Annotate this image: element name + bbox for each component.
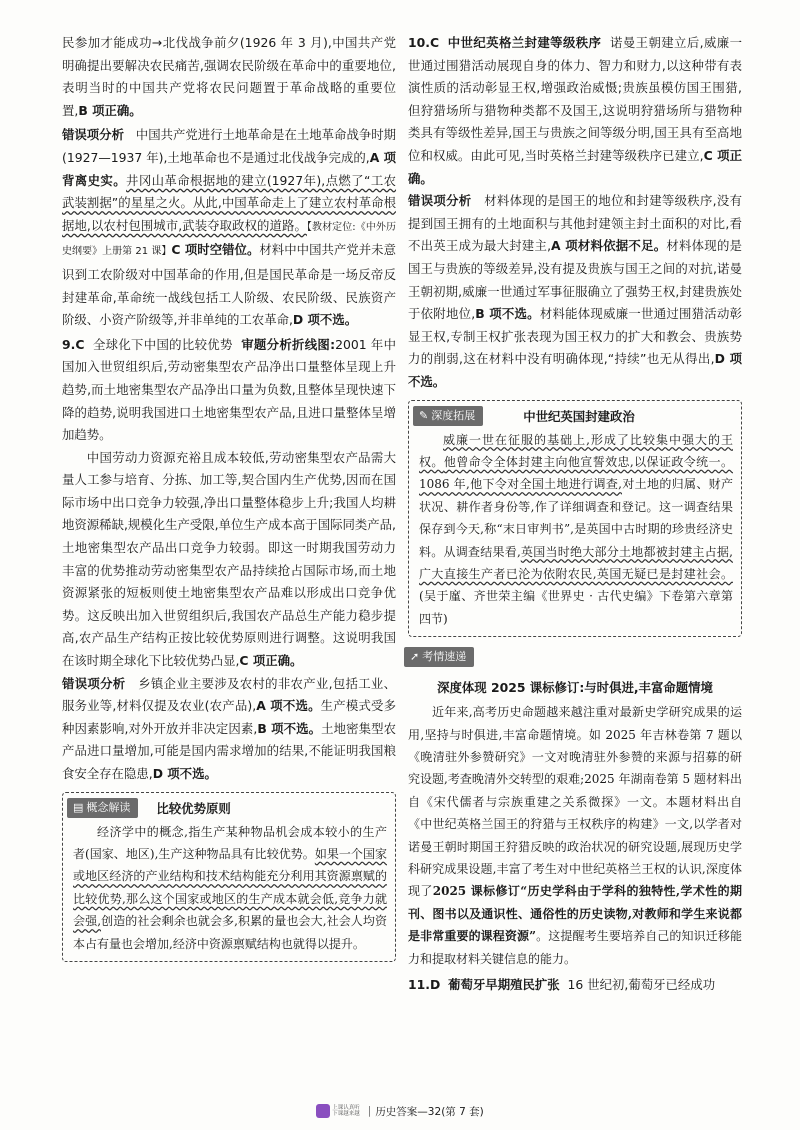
q8-answer: B 项正确。 — [78, 102, 142, 118]
exam-trend-header — [404, 647, 474, 667]
concept-definition: 经济学中的概念,指生产某种物品机会成本较小的生产者(国家、地区),生产这种物品具有比较优势。 — [73, 824, 387, 861]
concept-box — [62, 792, 396, 962]
error-analysis-label: 错误项分析 — [408, 193, 472, 209]
q10-answer: C 项正确。 — [408, 147, 742, 186]
q10-topic: 中世纪英格兰封建等级秩序 — [447, 35, 602, 50]
exam-trend-title: 深度体现 2025 课标修订:与时俱进,丰富命题情境 — [437, 680, 713, 696]
q11-text: 16 世纪初,葡萄牙已经成功 — [567, 977, 716, 993]
q9-error-a-text: 乡镇企业主要涉及农村的非农产业,包括工业、服务业等,材料仅提及农业(农产品), — [62, 675, 396, 714]
concept-box-title: 比较优势原则 — [156, 800, 231, 816]
extension-tag — [413, 406, 483, 426]
logo-icon — [316, 1104, 330, 1118]
logo-line-1: 上课认真听 — [332, 1105, 360, 1111]
extension-citation: (吴于廑、齐世荣主编《世界史 · 古代史编》下卷第六章第四节) — [419, 589, 733, 626]
footer-set-label: (第 7 套) — [441, 1105, 484, 1118]
extension-underline-2: 他曾命令全体封建主向他宣誓效忠,以保证政令统一。 — [443, 454, 733, 469]
error-analysis-label: 错误项分析 — [62, 675, 126, 691]
extension-box-header — [413, 405, 733, 427]
publisher-logo — [316, 1104, 360, 1118]
q10-error-b-verdict: B 项不选。 — [475, 306, 540, 322]
exam-trend-tag — [404, 647, 474, 667]
extension-box-title: 中世纪英国封建政治 — [523, 408, 635, 424]
concept-tag — [67, 798, 138, 818]
extension-box — [408, 400, 742, 638]
extension-box-text — [419, 429, 733, 631]
q10-error-d-text: 材料能体现威廉一世通过围猎活动彰显王权,专制王权扩张表现为国王权力的扩大和教会、贵族势力的削弱,这在材料中没有明确体现,“持续”也无从得出, — [408, 306, 742, 367]
q8-error-c-underlined: 井冈山革命根据地的建立(1927年),点燃了“工农武装割据”的星星之火。从此,中国革命走上了建立农村革命根据地,以农村包围城市,武装夺取政权的道路。 — [62, 172, 397, 233]
exam-trend-body: 近年来,高考历史命题越来越注重对最新史学研究成果的运用,坚持与时俱进,丰富命题情境。如 2025 年吉林卷第 7 题以《晚清驻外参赞研究》一文对晚清驻外参赞的来源与招募的研究设题,考查晚清外交转型的艰难;2025 年湖南卷第 5 题材料出自《宋代儒者与宗族重建之关系微探》一文。本题材料出自《中世纪英格兰国王的狩猎与王权秩序的构建》一文,以学者对诺曼王朝时期国王狩猎反映的政治状况的研究设题,展现历史学科研究成果设题,丰富了考生对中世纪英格兰王权的认识,深度体现了 — [408, 705, 742, 899]
q9-topic: 全球化下中国的比较优势 — [92, 336, 233, 352]
q9-error-a-verdict: A 项不选。 — [256, 698, 321, 714]
paragraph-q9 — [62, 334, 396, 447]
pen-icon: ✎ — [419, 408, 429, 422]
extension-underline-1: 威廉一世在征服的基础上,形成了比较集中强大的王权。 — [419, 432, 733, 469]
q8-error-a-text: 中国共产党进行土地革命是在土地革命战争时期(1927—1937 年),土地革命也不是通过北伐战争完成的, — [62, 127, 397, 165]
exam-trend-tag-label: 考情速递 — [422, 650, 467, 664]
q8-text: 民参加才能成功→北伐战争前夕(1926 年 3 月),中国共产党明确提出要解决农民痛苦,强调农民阶级在革命中的重要地位,表明当时的中国共产党将农民问题置于革命战略的重要位置, — [62, 35, 396, 118]
q11-topic: 葡萄牙早期殖民扩张 — [448, 977, 560, 993]
left-column — [62, 32, 396, 962]
exam-trend-text — [408, 701, 742, 970]
extension-text: 对土地的归属、财产状况、耕作者身份等,作了详细调查和登记。这一调查结果保存到今天,称“末日审判书”,是英国中古时期的珍贵经济史料。从调查结果看, — [419, 477, 733, 559]
error-analysis-label: 错误项分析 — [62, 127, 124, 143]
q8-error-d-verdict: D 项不选。 — [292, 312, 358, 328]
paragraph-q8-conclusion — [62, 32, 396, 122]
q9-analysis-text: 2001 年中国加入世贸组织后,劳动密集型农产品净出口量整体呈现上升趋势,而土地密集型农产品净出口量为负数,且整体呈现快速下降的趋势,说明我国进口土地密集型农产品,且进口量整体呈增加趋势。 — [62, 336, 396, 443]
q10-error-a-verdict: A 项材料依据不足。 — [551, 238, 667, 254]
q9-error-b-text: 生产模式受多种因素影响,对外开放并非决定因素, — [62, 698, 397, 736]
concept-tag-label: 概念解读 — [86, 800, 131, 814]
q10-error-a-text: 材料体现的是国王的地位和封建等级秩序,没有提到国王拥有的土地面积与其他封建领主封土面积的对比,看不出英王成为最大封建主, — [408, 193, 742, 254]
book-icon: ▤ — [73, 800, 84, 814]
concept-box-header — [67, 797, 387, 819]
q9-answer: C 项正确。 — [239, 653, 303, 669]
q8-error-c-verdict: C 项时空错位。 — [171, 242, 260, 258]
paragraph-q10-errors — [408, 190, 742, 393]
textbook-reference: 【教材定位:《中外历史纲要》上册第 21 课】 — [62, 221, 396, 258]
footer-page-label: 历史答案—32 — [375, 1105, 442, 1118]
q9-error-d-verdict: D 项不选。 — [152, 766, 217, 781]
q9-error-d-text: 土地密集型农产品进口量增加,可能是国内需求增加的结果,不能证明我国粮食安全存在隐患, — [62, 720, 396, 781]
logo-line-2: 下课越来越 — [332, 1111, 360, 1117]
q10-error-d-verdict: D 项不选。 — [408, 351, 742, 389]
q9-explanation-text: 中国劳动力资源充裕且成本较低,劳动密集型农产品需大量人工参与培育、分拣、加工等,契合国内生产优势,因而在国际市场中出口竞争力较强,净出口量整体稳步上升;我国人均耕地资源稀缺,规模化生产受限,单位生产成本高于国际同类产品,土地密集型农产品出口竞争力较弱。即这一时期我国劳动力丰富的优势推动劳动密集型农产品持续抢占国际市场,而土地资源紧张的短板则使土地密集型农产品难以形成出口竞争优势。这反映出加入世贸组织后,我国农产品总生产能力稳步提高,农产品生产结构正按比较优势原则进行调整。这说明我国在该时期全球化下比较优势凸显, — [62, 449, 396, 669]
paragraph-q9-errors — [62, 673, 396, 786]
right-column — [408, 32, 742, 997]
concept-box-text — [73, 821, 387, 955]
q10-number: 10.C — [408, 35, 440, 50]
extension-underline-4: 英国当时绝大部分土地都被封建主占据,广大直接生产者已沦为依附农民,英国无疑已是封建社会。 — [419, 544, 733, 581]
q11-number: 11.D — [408, 977, 441, 993]
exam-trend-conclusion: 。这提醒考生要培养自己的知识迁移能力和提取材料关键信息的能力。 — [408, 929, 742, 966]
page-footer: 上课认真听 下课越来越 | 历史答案—32 (第 7 套) — [0, 1101, 800, 1121]
q9-number: 9.C — [62, 336, 85, 352]
q9-analysis-label: 审题分析折线图: — [241, 336, 336, 352]
paragraph-q9-explanation — [62, 447, 396, 673]
paragraph-q8-errors — [62, 124, 396, 331]
exam-trend-quote: 2025 课标修订“历史学科由于学科的独特性,学术性的期刊、图书以及通识性、通俗性的历史读物,对教师和学生来说都是非常重要的课程资源” — [408, 884, 742, 944]
q10-error-b-text: 材料体现的是国王与贵族的等级差异,没有提及贵族与国王之间的对抗,诺曼王朝初期,威廉一世通过军事征服确立了强势王权,封建贵族处于依附地位, — [408, 238, 742, 322]
q10-text: 诺曼王朝建立后,威廉一世通过围猎活动展现自身的体力、智力和财力,以这种带有表演性质的活动彰显王权,增强政治威慑;贵族虽模仿国王围猎,但狩猎场所与猎物种类都不及国王,这说明狩猎场所与猎物种类具有等级性差异,国王与贵族之间等级分明,国王具有至高地位和权威。由此可见,当时英格兰封建等级秩序已建立, — [408, 35, 742, 163]
send-icon: ➚ — [410, 650, 420, 664]
q8-error-d-text: 材料中中国共产党并未意识到工农阶级对中国革命的作用,但是国民革命是一场反帝反封建革命,革命统一战线包括工人阶级、农民阶级、民族资产阶级、小资产阶级等,并非单纯的工农革命, — [62, 242, 396, 328]
paragraph-q10 — [408, 32, 742, 190]
q8-error-a-verdict: A 项背离史实。 — [62, 149, 396, 188]
q9-error-b-verdict: B 项不选。 — [257, 720, 322, 736]
concept-conclusion: 创造的社会剩余也就会多,积累的量也会大,社会人均资本占有量也会增加,经济中资源禀赋结构也就得以提升。 — [73, 914, 387, 951]
paragraph-q11 — [408, 974, 742, 997]
extension-underline-3: 1086 年,他下令对全国土地进行调查, — [419, 477, 622, 492]
concept-underlined: 如果一个国家或地区经济的产业结构和技术结构能充分利用其资源禀赋的比较优势,那么这个国家或地区的生产成本就会低,竞争力就会强, — [73, 847, 387, 929]
extension-tag-label: 深度拓展 — [431, 408, 476, 422]
